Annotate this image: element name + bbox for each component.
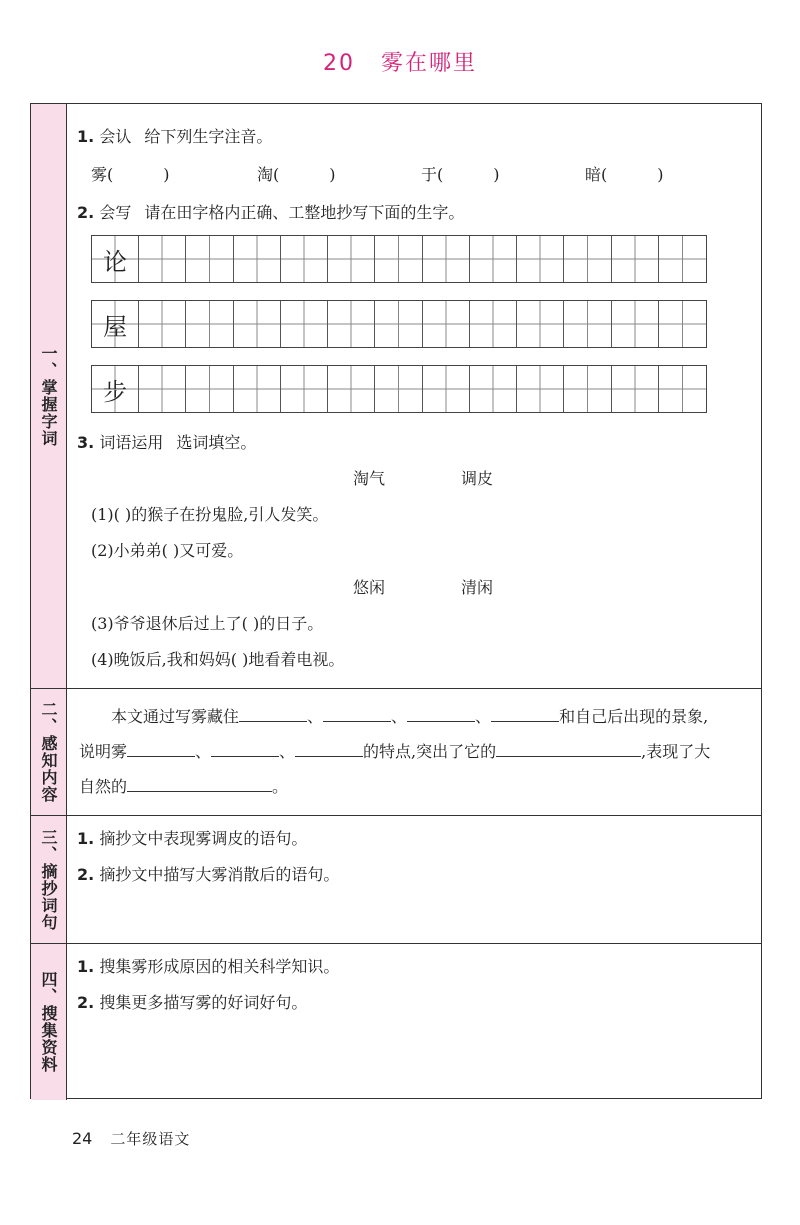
answer-blank[interactable] bbox=[491, 707, 559, 722]
grid-cell[interactable] bbox=[470, 236, 517, 282]
question-1: 1. 会认 给下列生字注音。 bbox=[77, 127, 273, 146]
grid-cell[interactable] bbox=[234, 236, 281, 282]
answer-blank[interactable] bbox=[127, 742, 195, 757]
word-choice: 淘气 bbox=[353, 469, 386, 488]
grid-cell[interactable] bbox=[423, 301, 470, 347]
answer-blank[interactable] bbox=[211, 742, 279, 757]
writing-grid-row[interactable] bbox=[91, 235, 707, 283]
model-character: 屋 bbox=[103, 312, 128, 341]
fill-sentence[interactable]: (4)晚饭后,我和妈妈( )地看着电视。 bbox=[91, 650, 345, 669]
section-excerpts bbox=[31, 816, 761, 944]
section-vocabulary bbox=[31, 104, 761, 689]
grid-cell[interactable] bbox=[186, 366, 233, 412]
grid-cell[interactable] bbox=[281, 301, 328, 347]
word-choice: 清闲 bbox=[461, 578, 494, 597]
grid-cell[interactable] bbox=[281, 236, 328, 282]
grid-cell[interactable] bbox=[375, 301, 422, 347]
pinyin-item[interactable]: 雾( ) bbox=[91, 165, 170, 184]
page-title bbox=[0, 46, 800, 77]
grid-cell[interactable] bbox=[186, 301, 233, 347]
word-choice: 调皮 bbox=[461, 469, 494, 488]
grid-cell[interactable] bbox=[423, 366, 470, 412]
grid-cell[interactable] bbox=[612, 236, 659, 282]
grid-cell[interactable] bbox=[423, 236, 470, 282]
page-number: 24 bbox=[72, 1129, 93, 1148]
answer-blank[interactable] bbox=[127, 777, 272, 792]
grade-subject: 二年级语文 bbox=[110, 1130, 191, 1148]
grid-cell[interactable] bbox=[659, 301, 706, 347]
summary-paragraph: 本文通过写雾藏住 、 、 、 和自己后出现的景象, 说明雾 、 、 的特点,突出了它的 ,表现了大 自然的 。 bbox=[79, 707, 711, 796]
grid-cell[interactable] bbox=[281, 366, 328, 412]
answer-blank[interactable] bbox=[496, 742, 641, 757]
grid-cell[interactable] bbox=[517, 366, 564, 412]
pinyin-item[interactable]: 于( ) bbox=[421, 165, 500, 184]
pinyin-item[interactable]: 暗( ) bbox=[585, 165, 664, 184]
grid-cell[interactable] bbox=[612, 366, 659, 412]
grid-cell bbox=[92, 301, 139, 347]
fill-sentence[interactable]: (1)( )的猴子在扮鬼脸,引人发笑。 bbox=[91, 505, 329, 524]
task-item: 1. 搜集雾形成原因的相关科学知识。 bbox=[77, 957, 340, 976]
page-footer bbox=[72, 1128, 190, 1149]
grid-cell[interactable] bbox=[517, 301, 564, 347]
word-choice: 悠闲 bbox=[353, 578, 386, 597]
section-content-comprehension bbox=[67, 689, 761, 815]
grid-cell[interactable] bbox=[470, 301, 517, 347]
writing-grid-row[interactable] bbox=[91, 365, 707, 413]
grid-cell[interactable] bbox=[328, 236, 375, 282]
section-label-comprehension: 二、感知内容 bbox=[31, 689, 67, 815]
grid-cell[interactable] bbox=[139, 301, 186, 347]
task-item: 2. 搜集更多描写雾的好词好句。 bbox=[77, 993, 308, 1012]
section-content-vocabulary bbox=[67, 104, 761, 688]
lesson-title: 雾在哪里 bbox=[380, 51, 477, 76]
section-comprehension bbox=[31, 689, 761, 816]
grid-cell[interactable] bbox=[328, 301, 375, 347]
section-content-research bbox=[67, 944, 761, 1100]
grid-cell[interactable] bbox=[328, 366, 375, 412]
grid-cell[interactable] bbox=[564, 366, 611, 412]
grid-cell bbox=[92, 366, 139, 412]
writing-grid-row[interactable] bbox=[91, 300, 707, 348]
grid-cell[interactable] bbox=[139, 236, 186, 282]
grid-cell bbox=[92, 236, 139, 282]
section-label-vocabulary: 一、掌握字词 bbox=[31, 104, 67, 688]
question-3: 3. 词语运用 选词填空。 bbox=[77, 433, 257, 452]
grid-cell[interactable] bbox=[375, 366, 422, 412]
grid-cell[interactable] bbox=[564, 301, 611, 347]
grid-cell[interactable] bbox=[659, 236, 706, 282]
answer-blank[interactable] bbox=[295, 742, 363, 757]
task-item: 2. 摘抄文中描写大雾消散后的语句。 bbox=[77, 865, 340, 884]
grid-cell[interactable] bbox=[612, 301, 659, 347]
grid-cell[interactable] bbox=[659, 366, 706, 412]
grid-cell[interactable] bbox=[375, 236, 422, 282]
model-character: 步 bbox=[103, 377, 128, 406]
pinyin-item[interactable]: 淘( ) bbox=[257, 165, 336, 184]
fill-sentence[interactable]: (3)爷爷退休后过上了( )的日子。 bbox=[91, 614, 324, 633]
answer-blank[interactable] bbox=[323, 707, 391, 722]
grid-cell[interactable] bbox=[470, 366, 517, 412]
grid-cell[interactable] bbox=[186, 236, 233, 282]
section-research bbox=[31, 944, 761, 1100]
grid-cell[interactable] bbox=[564, 236, 611, 282]
grid-cell[interactable] bbox=[517, 236, 564, 282]
section-content-excerpts bbox=[67, 816, 761, 943]
grid-cell[interactable] bbox=[139, 366, 186, 412]
worksheet-frame bbox=[30, 103, 762, 1099]
fill-sentence[interactable]: (2)小弟弟( )又可爱。 bbox=[91, 541, 244, 560]
grid-cell[interactable] bbox=[234, 366, 281, 412]
section-label-research: 四、搜集资料 bbox=[31, 944, 67, 1100]
lesson-number: 20 bbox=[322, 51, 355, 76]
model-character: 论 bbox=[103, 247, 128, 276]
answer-blank[interactable] bbox=[407, 707, 475, 722]
section-label-excerpts: 三、摘抄词句 bbox=[31, 816, 67, 943]
task-item: 1. 摘抄文中表现雾调皮的语句。 bbox=[77, 829, 308, 848]
grid-cell[interactable] bbox=[234, 301, 281, 347]
question-2: 2. 会写 请在田字格内正确、工整地抄写下面的生字。 bbox=[77, 203, 465, 222]
answer-blank[interactable] bbox=[239, 707, 307, 722]
